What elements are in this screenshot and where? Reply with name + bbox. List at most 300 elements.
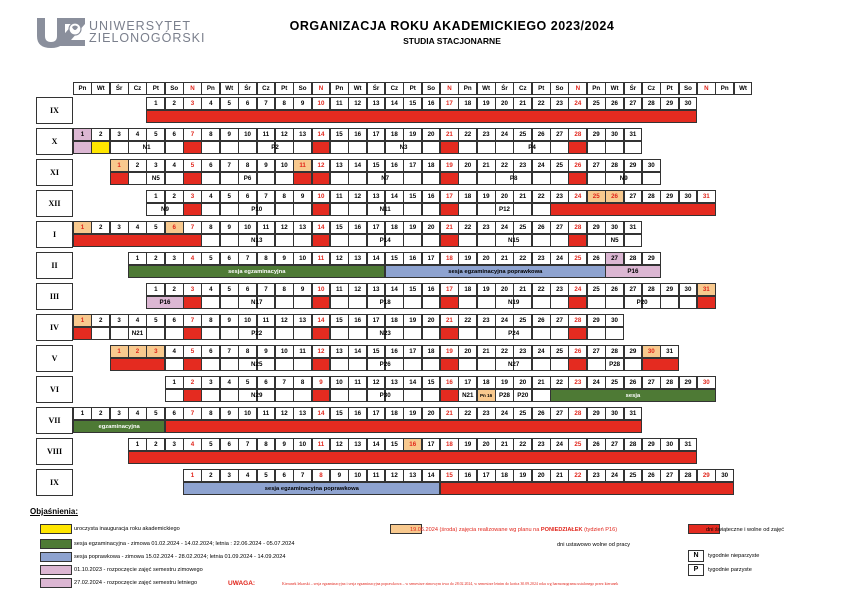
day-cell: 8 — [201, 314, 220, 327]
day-cell: 19 — [458, 438, 477, 451]
week-label: N7 — [330, 172, 441, 185]
day-cell: 4 — [201, 190, 220, 203]
day-cell: 2 — [165, 190, 184, 203]
day-cell: 4 — [128, 314, 147, 327]
day-cell: 9 — [220, 128, 239, 141]
week-label: P22 — [201, 327, 312, 340]
day-cell: 15 — [330, 407, 349, 420]
day-cell: 18 — [385, 314, 404, 327]
day-cell: 7 — [275, 376, 294, 389]
day-cell: 15 — [440, 469, 459, 482]
day-cell: 9 — [312, 376, 331, 389]
day-cell: 26 — [568, 159, 587, 172]
day-cell: 2 — [91, 128, 110, 141]
day-cell: 5 — [146, 407, 165, 420]
week-label: N11 — [330, 203, 441, 216]
day-cell: 6 — [165, 407, 184, 420]
day-cell: 26 — [605, 190, 624, 203]
day-cell: 6 — [220, 252, 239, 265]
day-status-cell — [312, 234, 331, 247]
day-status-cell — [440, 234, 459, 247]
day-cell: 26 — [624, 376, 643, 389]
day-status-cell — [440, 172, 459, 185]
day-cell: 11 — [293, 159, 312, 172]
day-cell: 10 — [312, 190, 331, 203]
day-cell: 24 — [532, 345, 551, 358]
week-label: N21 — [458, 389, 477, 402]
day-cell: 1 — [110, 159, 129, 172]
day-cell: 16 — [348, 221, 367, 234]
day-cell: 15 — [422, 376, 441, 389]
day-cell: 19 — [477, 97, 496, 110]
page-title: ORGANIZACJA ROKU AKADEMICKIEGO 2023/2024 — [289, 19, 615, 33]
weekday-header: So — [422, 82, 441, 95]
day-cell: 10 — [312, 97, 331, 110]
day-cell: 14 — [385, 190, 404, 203]
day-status-cell — [183, 389, 202, 402]
day-cell: 2 — [183, 376, 202, 389]
day-cell: 4 — [128, 128, 147, 141]
day-cell: 18 — [440, 438, 459, 451]
day-cell: 5 — [201, 438, 220, 451]
day-cell: 9 — [293, 97, 312, 110]
day-status-cell — [183, 296, 202, 309]
day-cell: 23 — [477, 221, 496, 234]
day-cell: 23 — [513, 159, 532, 172]
day-cell: 3 — [165, 252, 184, 265]
day-cell: 31 — [624, 221, 643, 234]
day-cell: 19 — [495, 376, 514, 389]
day-cell: 30 — [642, 345, 661, 358]
day-cell: 18 — [422, 345, 441, 358]
week-label: P6 — [201, 172, 293, 185]
day-cell: 9 — [275, 252, 294, 265]
legend-n-note: tygodnie nieparzyste — [708, 553, 760, 559]
weekday-header: Pt — [660, 82, 679, 95]
week-label: P20 — [513, 389, 532, 402]
day-cell: 28 — [660, 376, 679, 389]
day-cell: 23 — [513, 345, 532, 358]
day-cell: 15 — [367, 345, 386, 358]
day-cell: 25 — [550, 159, 569, 172]
day-cell: 19 — [403, 407, 422, 420]
weekday-header: Wt — [91, 82, 110, 95]
day-cell: 14 — [348, 159, 367, 172]
week-label: P16 — [605, 265, 661, 278]
day-cell: 8 — [257, 252, 276, 265]
day-cell: 1 — [146, 97, 165, 110]
peach-note-c: (tydzień P16) — [582, 527, 618, 533]
day-cell: 13 — [330, 345, 349, 358]
day-cell: 9 — [275, 438, 294, 451]
day-cell: 27 — [624, 190, 643, 203]
weekday-header: Pn — [201, 82, 220, 95]
day-status-cell — [605, 141, 624, 154]
day-cell: 7 — [257, 283, 276, 296]
month-label: XI — [36, 159, 73, 186]
day-cell: 27 — [587, 345, 606, 358]
period-bar — [550, 203, 716, 216]
day-cell: 31 — [697, 283, 716, 296]
day-cell: 20 — [495, 97, 514, 110]
day-cell: 2 — [128, 159, 147, 172]
day-cell: 29 — [587, 407, 606, 420]
period-bar — [165, 420, 643, 433]
day-cell: 8 — [312, 469, 331, 482]
day-cell: 16 — [440, 376, 459, 389]
day-cell: 5 — [220, 283, 239, 296]
day-cell: 28 — [642, 283, 661, 296]
day-status-cell — [440, 296, 459, 309]
weekday-header: Pt — [532, 82, 551, 95]
day-cell: 25 — [587, 190, 606, 203]
week-label: N3 — [348, 141, 459, 154]
day-cell: 19 — [403, 221, 422, 234]
day-cell: 24 — [587, 376, 606, 389]
week-label: P2 — [220, 141, 331, 154]
day-cell: 1 — [183, 469, 202, 482]
week-label: N5 — [587, 234, 643, 247]
day-status-cell — [312, 327, 331, 340]
legend-uwaga-text: Kierunek lekarski – sesja egzaminacyjna i sesja egzaminacyjna poprawkowa – w semestrze zimowym trwa do 28.02.2024, w semestrze letnim do końca 30.09.2024 roku wg harmonogramu ustalonego przez kierunek — [282, 582, 619, 586]
day-cell: 3 — [110, 314, 129, 327]
day-cell: 14 — [403, 376, 422, 389]
week-label: P16 — [146, 296, 183, 309]
day-cell: 28 — [679, 469, 698, 482]
day-cell: 8 — [275, 190, 294, 203]
day-cell: 13 — [348, 438, 367, 451]
weekday-header: Cz — [128, 82, 147, 95]
day-cell: 1 — [165, 376, 184, 389]
day-cell: 5 — [257, 469, 276, 482]
legend-text: 27.02.2024 - rozpoczęcie zajęć semestru letniego — [74, 580, 198, 586]
day-cell: 7 — [257, 190, 276, 203]
day-cell: 29 — [642, 438, 661, 451]
day-cell: 14 — [312, 221, 331, 234]
month-label: VII — [36, 407, 73, 434]
day-cell: 23 — [532, 438, 551, 451]
day-cell: 11 — [330, 190, 349, 203]
day-cell: 20 — [477, 252, 496, 265]
period-bar — [73, 234, 202, 247]
day-cell: 3 — [220, 469, 239, 482]
week-label: N15 — [458, 234, 569, 247]
day-cell: 14 — [385, 97, 404, 110]
day-cell: 25 — [513, 314, 532, 327]
day-cell: 26 — [642, 469, 661, 482]
day-cell: 17 — [458, 376, 477, 389]
day-cell: 25 — [587, 97, 606, 110]
day-cell: 22 — [495, 345, 514, 358]
day-cell: 3 — [183, 190, 202, 203]
day-cell: 5 — [146, 128, 165, 141]
day-cell: 7 — [183, 221, 202, 234]
month-label: IV — [36, 314, 73, 341]
weekday-header: Śr — [367, 82, 386, 95]
day-cell: 22 — [532, 283, 551, 296]
day-cell: 20 — [477, 438, 496, 451]
weekday-header: Pn — [587, 82, 606, 95]
day-cell: 10 — [238, 221, 257, 234]
day-cell: 2 — [91, 221, 110, 234]
day-cell: 20 — [422, 221, 441, 234]
month-label: I — [36, 221, 73, 248]
day-status-cell — [201, 141, 220, 154]
week-label: P26 — [330, 358, 441, 371]
day-status-cell — [183, 172, 202, 185]
day-cell: 18 — [458, 283, 477, 296]
weekday-header: N — [312, 82, 331, 95]
day-cell: 21 — [477, 159, 496, 172]
day-cell: 24 — [550, 252, 569, 265]
day-cell: 27 — [624, 97, 643, 110]
day-cell: 25 — [568, 252, 587, 265]
day-cell: 22 — [458, 221, 477, 234]
day-cell: 9 — [220, 221, 239, 234]
day-cell: 1 — [110, 345, 129, 358]
day-cell: 16 — [403, 252, 422, 265]
week-label: N13 — [201, 234, 312, 247]
day-cell: 16 — [385, 345, 404, 358]
day-cell: 10 — [275, 345, 294, 358]
day-cell: 18 — [458, 97, 477, 110]
day-cell: 23 — [477, 407, 496, 420]
day-cell: 20 — [532, 469, 551, 482]
weekday-header: So — [550, 82, 569, 95]
day-cell: 10 — [238, 314, 257, 327]
day-cell: 8 — [238, 159, 257, 172]
week-label: P14 — [330, 234, 441, 247]
day-cell: 8 — [201, 407, 220, 420]
day-status-cell — [312, 296, 331, 309]
day-cell: 6 — [201, 345, 220, 358]
day-cell: 12 — [275, 407, 294, 420]
logo-line1: UNIWERSYTET — [89, 19, 191, 33]
week-label: P28 — [587, 358, 643, 371]
period-bar — [110, 172, 129, 185]
day-cell: 7 — [293, 469, 312, 482]
day-cell: 26 — [532, 314, 551, 327]
day-cell: 2 — [91, 407, 110, 420]
day-status-cell — [532, 389, 551, 402]
day-cell: 27 — [605, 438, 624, 451]
day-cell: 17 — [403, 159, 422, 172]
legend-p-note: tygodnie parzyste — [708, 567, 752, 573]
day-cell: 14 — [422, 469, 441, 482]
day-cell: 7 — [238, 438, 257, 451]
day-cell: 20 — [458, 345, 477, 358]
weekday-header: N — [568, 82, 587, 95]
day-cell: 15 — [385, 438, 404, 451]
page-subtitle: STUDIA STACJONARNE — [403, 36, 501, 46]
day-cell: 7 — [183, 407, 202, 420]
day-cell: 21 — [495, 252, 514, 265]
legend-text: sesja poprawkowa - zimowa 15.02.2024 - 28.02.2024; letnia 01.09.2024 - 14.09.2024 — [74, 554, 286, 560]
week-label: N25 — [201, 358, 312, 371]
weekday-header: N — [440, 82, 459, 95]
weekday-header: N — [697, 82, 716, 95]
month-label: XII — [36, 190, 73, 217]
day-cell: 21 — [513, 190, 532, 203]
day-cell: 13 — [403, 469, 422, 482]
day-cell: 19 — [477, 190, 496, 203]
day-cell: 14 — [385, 283, 404, 296]
day-cell: 6 — [165, 314, 184, 327]
day-status-cell — [568, 234, 587, 247]
day-cell: 30 — [605, 314, 624, 327]
day-cell: 5 — [183, 345, 202, 358]
day-cell: 4 — [165, 159, 184, 172]
day-cell: 21 — [495, 438, 514, 451]
day-cell: 22 — [458, 314, 477, 327]
week-label: N27 — [458, 358, 569, 371]
week-label: P24 — [458, 327, 569, 340]
day-status-cell — [458, 141, 477, 154]
day-cell: 22 — [458, 407, 477, 420]
day-cell: 15 — [330, 221, 349, 234]
day-status-cell — [568, 296, 587, 309]
day-cell: 29 — [624, 345, 643, 358]
day-cell: 10 — [330, 376, 349, 389]
day-cell: 11 — [257, 221, 276, 234]
day-cell: 15 — [403, 97, 422, 110]
day-cell: 10 — [348, 469, 367, 482]
day-cell: 28 — [624, 438, 643, 451]
weekday-header: Pn — [330, 82, 349, 95]
period-bar — [697, 296, 716, 309]
period-bar: sesja — [550, 389, 716, 402]
day-cell: 13 — [293, 407, 312, 420]
day-cell: 11 — [257, 128, 276, 141]
week-label: P20 — [587, 296, 698, 309]
weekday-header: Wt — [605, 82, 624, 95]
day-cell: 22 — [458, 128, 477, 141]
peach-note-a: 19.06.2024 (środa) zajęcia realizowane wg planu na — [410, 527, 541, 533]
day-cell: 17 — [440, 190, 459, 203]
day-cell: 12 — [330, 438, 349, 451]
weekday-header: Wt — [348, 82, 367, 95]
legend-text: uroczysta inauguracja roku akademickiego — [74, 526, 180, 532]
day-cell: 26 — [532, 221, 551, 234]
week-label: N29 — [201, 389, 312, 402]
day-cell: 12 — [367, 376, 386, 389]
day-cell: 19 — [403, 314, 422, 327]
weekday-header: Wt — [734, 82, 753, 95]
week-label: N9 — [587, 172, 661, 185]
weekday-header: Wt — [477, 82, 496, 95]
day-status-cell — [587, 141, 606, 154]
day-cell: 6 — [275, 469, 294, 482]
week-label: P10 — [201, 203, 312, 216]
day-cell: 9 — [220, 314, 239, 327]
day-cell: 18 — [458, 190, 477, 203]
day-status-cell — [312, 172, 331, 185]
day-cell: 10 — [312, 283, 331, 296]
day-status-cell — [440, 358, 459, 371]
day-cell: 25 — [513, 407, 532, 420]
day-cell: 20 — [495, 190, 514, 203]
day-cell: 31 — [624, 128, 643, 141]
day-cell: 6 — [201, 159, 220, 172]
week-label: N17 — [201, 296, 312, 309]
day-cell: 5 — [146, 221, 165, 234]
day-cell: 29 — [697, 469, 716, 482]
day-cell: 8 — [257, 438, 276, 451]
day-cell: 1 — [146, 283, 165, 296]
day-status-cell — [587, 327, 606, 340]
weekday-header: Śr — [495, 82, 514, 95]
day-cell: 13 — [367, 190, 386, 203]
day-cell: 16 — [385, 159, 404, 172]
day-cell: 23 — [477, 314, 496, 327]
day-cell: 4 — [238, 469, 257, 482]
day-cell: 30 — [679, 190, 698, 203]
day-cell: 5 — [220, 97, 239, 110]
day-cell: 26 — [605, 283, 624, 296]
day-cell: 29 — [660, 97, 679, 110]
day-cell: 23 — [550, 97, 569, 110]
day-cell: 6 — [220, 438, 239, 451]
legend-text: 01.10.2023 - rozpoczęcie zajęć semestru zimowego — [74, 567, 203, 573]
day-cell: 3 — [165, 438, 184, 451]
day-cell: 18 — [385, 128, 404, 141]
day-status-cell — [568, 358, 587, 371]
weekday-header: Wt — [220, 82, 239, 95]
day-cell: 14 — [348, 345, 367, 358]
day-cell: 25 — [550, 345, 569, 358]
day-cell: 4 — [201, 283, 220, 296]
legend-swatch-pink — [40, 578, 72, 588]
day-cell: 1 — [73, 128, 92, 141]
day-cell: 12 — [330, 252, 349, 265]
day-cell: 30 — [660, 438, 679, 451]
day-cell: 15 — [403, 190, 422, 203]
day-cell: 8 — [293, 376, 312, 389]
day-status-cell — [312, 358, 331, 371]
day-cell: 15 — [330, 128, 349, 141]
day-cell: 11 — [348, 376, 367, 389]
weekday-header: Śr — [110, 82, 129, 95]
day-cell: 28 — [568, 128, 587, 141]
week-label: P28 — [495, 389, 514, 402]
day-cell: 25 — [513, 128, 532, 141]
day-cell: 7 — [238, 252, 257, 265]
day-cell: 3 — [183, 97, 202, 110]
week-label: N19 — [458, 296, 569, 309]
period-bar: sesja egzaminacyjna — [128, 265, 385, 278]
day-status-cell — [440, 389, 459, 402]
day-cell: 11 — [257, 314, 276, 327]
day-cell: 26 — [532, 128, 551, 141]
day-cell: 20 — [495, 283, 514, 296]
period-bar: egzaminacyjna — [73, 420, 165, 433]
day-cell: 8 — [201, 128, 220, 141]
day-cell: 3 — [146, 345, 165, 358]
day-cell: 27 — [550, 314, 569, 327]
day-cell: 27 — [624, 283, 643, 296]
day-status-cell — [440, 203, 459, 216]
weekday-header: Cz — [257, 82, 276, 95]
week-label: N23 — [330, 327, 441, 340]
weekday-header: So — [165, 82, 184, 95]
day-cell: 4 — [128, 221, 147, 234]
day-cell: 12 — [275, 221, 294, 234]
day-cell: 22 — [550, 376, 569, 389]
day-cell: 30 — [715, 469, 734, 482]
day-cell: 4 — [183, 438, 202, 451]
day-cell: 12 — [275, 128, 294, 141]
legend-peach-note2: dni ustawowo wolne od pracy — [557, 542, 631, 548]
